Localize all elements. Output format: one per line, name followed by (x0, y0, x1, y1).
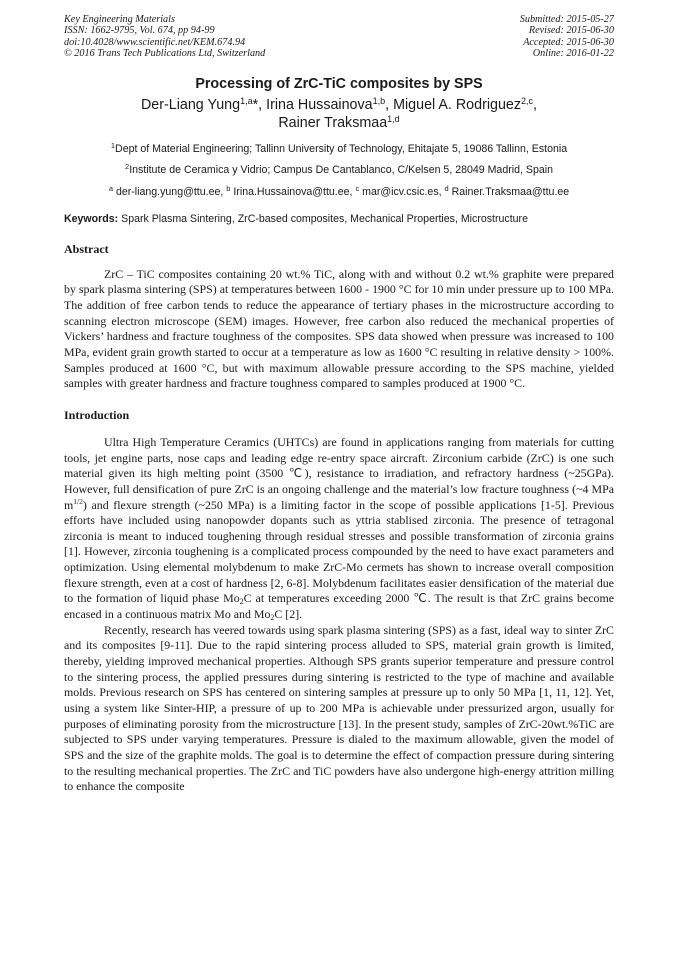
author-superscript: 2,c (521, 95, 534, 106)
subscript: 2 (270, 613, 275, 623)
introduction-body (64, 435, 614, 795)
abstract-body (64, 267, 614, 392)
publication-dates (520, 14, 614, 60)
email-superscript: c (355, 183, 360, 193)
affiliation-text: Dept of Material Engineering; Tallinn University of Technology, Ehitajate 5, 19086 Tallinn, Estonia (115, 142, 568, 155)
email-link[interactable]: Rainer.Traksmaa@ttu.ee (451, 185, 570, 198)
journal-info (64, 14, 265, 60)
journal-copyright: © 2016 Trans Tech Publications Ltd, Switzerland (64, 48, 266, 60)
affiliation-2 (64, 163, 614, 177)
email-link[interactable]: der-liang.yung@ttu.ee (115, 185, 221, 198)
abstract-paragraph: ZrC – TiC composites containing 20 wt.% TiC, along with and without 0.2 wt.% graphite were prepared by spark plasma sintering (SPS) at temperatures between 1600 - 1900 °C for 10 min under pressure up to 100 MPa. The addition of free carbon tends to reduce the appearance of tertiary phases in the microstructure according to scanning electron microscope (SEM) images. However, free carbon also reduced the mechanical properties of Vickers’ hardness and fracture toughness of the composites. SPS data showed when pressure was increased to 100 MPa, evident grain growth started to occur at a temperature as low as 1600 °C resulting in relative density > 100%. Samples produced at 1600 °C, but with maximum allowable pressure according to the SPS machine, yielded samples with greater hardness and fracture toughness compared to samples produced at 1900 °C. (64, 266, 614, 391)
author-name: Rainer Traksmaa (278, 114, 388, 131)
abstract-heading: Abstract (64, 241, 109, 256)
superscript: 1/2 (73, 496, 83, 506)
subscript: 2 (239, 597, 244, 607)
affiliation-text: Institute de Ceramica y Vidrio; Campus De Cantablanco, C/Kelsen 5, 28049 Madrid, Spain (129, 163, 553, 176)
date-accepted: Accepted: 2015-06-30 (523, 36, 614, 48)
date-revised: Revised: 2015-06-30 (528, 25, 614, 37)
author-list: Der-Liang Yung$^{1,a}$*, Irina Hussainova$^{1,b}$, Miguel A. Rodriguez$^{2,c}$, Rainer Traksmaa$^{1,d}$ (140, 95, 538, 131)
date-online: Online: 2016-01-22 (532, 48, 614, 60)
paragraph-text: Ultra High Temperature Ceramics (UHTCs) are found in applications ranging from materials for cutting tools, jet engine parts, nose caps and leading edge re-entry space aircraft. Zirconium carbide (ZrC) is one such material given its high melting point (3500 ℃), resistance to irradiation, and refractory hardness (~25GPa). However, full densification of pure ZrC is an ongoing challenge and the material’s low fracture toughness (~4 MPa m (64, 434, 614, 512)
keywords-text: Spark Plasma Sintering, ZrC-based composites, Mechanical Properties, Microstructure (121, 212, 528, 225)
keywords-label: Keywords: (64, 212, 119, 225)
author-name: Der-Liang Yung (140, 96, 241, 113)
paper-title: Processing of ZrC-TiC composites by SPS (195, 75, 483, 92)
affiliation-1 (64, 142, 614, 156)
author-name: Miguel A. Rodriguez (393, 96, 522, 113)
email-link[interactable]: Irina.Hussainova@ttu.ee (233, 185, 350, 198)
affiliation-superscript: 2 (125, 161, 130, 171)
date-submitted: Submitted: 2015-05-27 (519, 14, 614, 25)
keywords (64, 212, 614, 226)
author-name: Irina Hussainova (266, 96, 373, 113)
journal-name: Key Engineering Materials (64, 14, 175, 25)
email-superscript: b (226, 183, 231, 193)
corresponding-mark: * (252, 96, 259, 113)
journal-header (64, 14, 614, 60)
email-link[interactable]: mar@icv.csic.es (362, 185, 439, 198)
paragraph-text: C [2]. (274, 607, 303, 622)
journal-doi[interactable]: doi:10.4028/www.scientific.net/KEM.674.94 (64, 36, 246, 48)
email-superscript: d (444, 183, 449, 193)
paragraph-text: ) and flexure strength (~250 MPa) is a limiting factor in the scope of possible applications [1-5]. Previous efforts have included using nanopowder dopants such as yttria stablised zirconia. The presence of tetragonal zirconia is meant to induced toughening through residual stresses and possible transformation of zirconia grains [1]. However, zirconia toughening is a complicated process compounded by the need to have exact parameters and optimization. Using elemental molybdenum to make ZrC-Mo cermets has shown to increase overall composition flexure strength, even at a cost of hardness [2, 6-8]. Molybdenum facilitates easier densification of the material due to the formation of liquid phase Mo (64, 497, 614, 606)
journal-issn: ISSN: 1662-9795, Vol. 674, pp 94-99 (64, 25, 215, 37)
author-superscript: 1,b (372, 95, 386, 106)
paper-page (64, 14, 614, 795)
author-superscript: 1,d (387, 113, 400, 124)
author-superscript: 1,a (240, 95, 253, 106)
introduction-heading: Introduction (64, 407, 130, 422)
intro-paragraph-1 (64, 435, 614, 623)
intro-paragraph-2: Recently, research has veered towards using spark plasma sintering (SPS) as a fast, ideal way to sinter ZrC and its composites [9-11]. Due to the rapid sintering process alluded to SPS, material grain growth is limited, thereby, yielding improved mechanical properties. Although SPS grants superior temperature and pressure control to the sintering process, the applied pressures during sintering is restricted to the type of machine and available molds. Previous research on SPS has centered on sintering samples at pressure up to only 50 MPa [1, 11, 12]. Yet, using a system like Sinter-HIP, a pressure of up to 200 MPa is achievable under pressurized argon, usually for purposes of eliminating porosity from the microstructure [13]. In the present study, samples of ZrC-20wt.%TiC are subjected to SPS under varying temperatures. Pressure is dialed to the maximum allowable, given the model of SPS and the size of the graphite molds. The goal is to determine the effect of compaction pressure during sintering to the resulting mechanical properties. The ZrC and TiC powders have also undergone high-energy attrition milling to enhance the composite (64, 622, 614, 794)
affiliation-superscript: 1 (110, 140, 116, 150)
email-superscript: a (108, 183, 113, 193)
author-emails: $^a$ der-liang.yung@ttu.ee, $^b$ Irina.Hussainova@ttu.ee, $^c$ mar@icv.csic.es, $^d$ Rainer.Traksmaa@ttu.ee (108, 183, 570, 198)
paragraph-text: C at temperatures exceeding 2000 ℃. The result is that ZrC grains become encased in a continuous matrix Mo and Mo (64, 591, 614, 622)
